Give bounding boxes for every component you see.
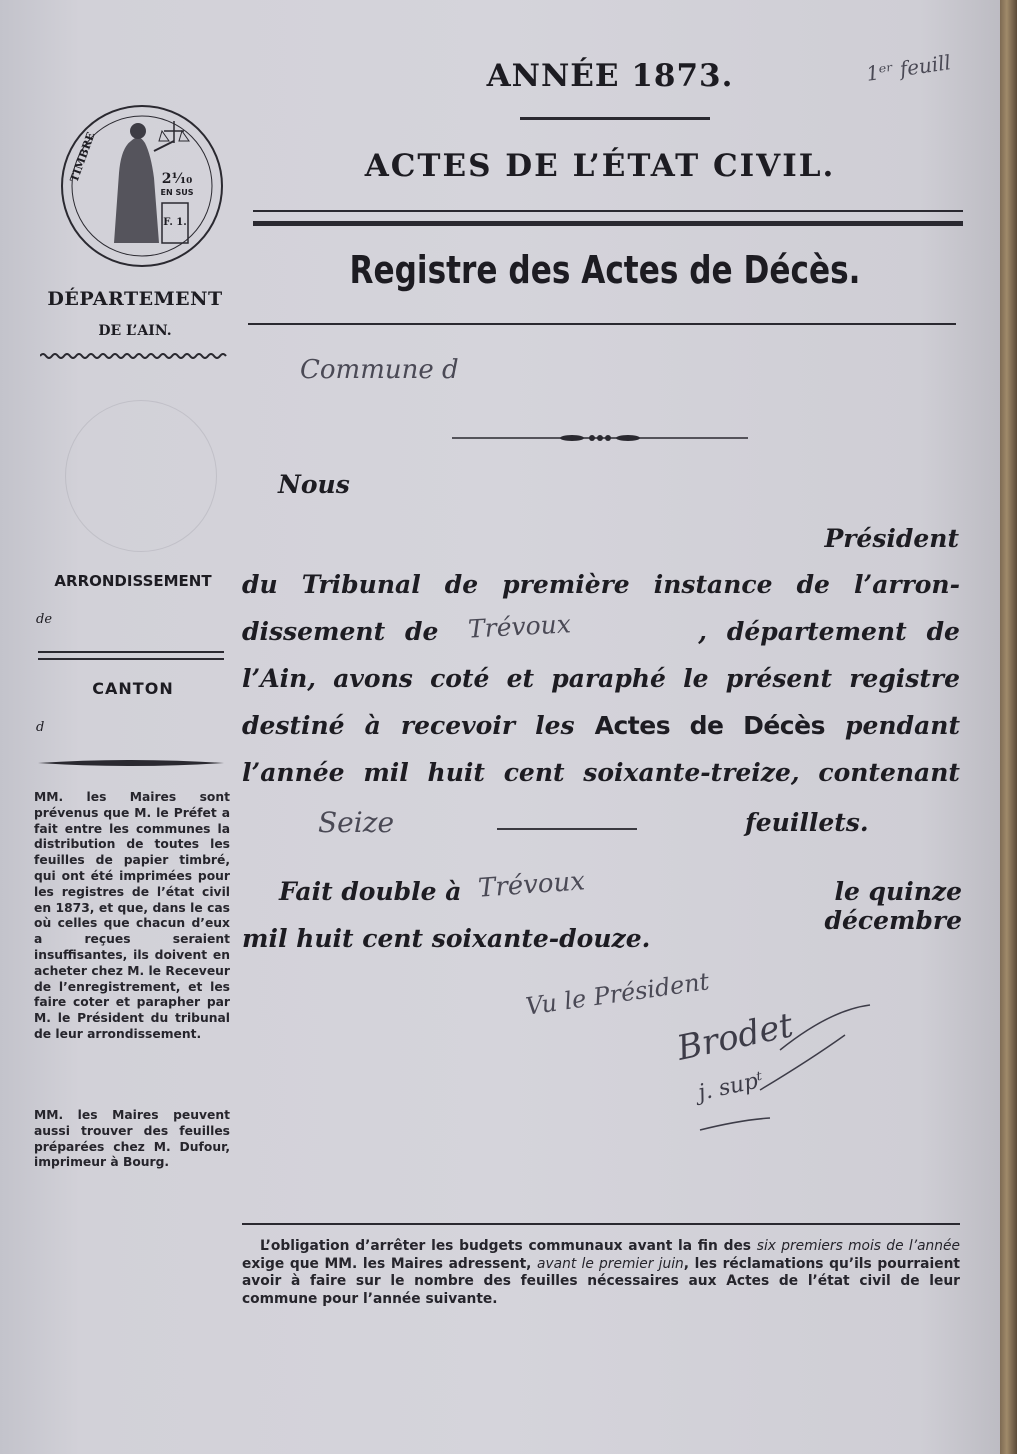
footer-text-e: , les réclamations qu’ils pourraient avoir à faire sur le nombre des feuilles nécessaires aux Actes de l’état civil de leur commune pour l’année suivante. bbox=[242, 1255, 960, 1307]
wavy-rule bbox=[40, 350, 230, 362]
canton-d: d bbox=[36, 720, 45, 735]
footer-text-d: avant le premier juin bbox=[537, 1255, 684, 1272]
dufour-notice: MM. les Maires peuvent aussi trouver des feuilles préparées chez M. Dufour, imprimeur à Bourg. bbox=[34, 1108, 230, 1170]
year-heading: ANNÉE 1873. bbox=[486, 58, 734, 94]
body-line-2a: dissement de bbox=[242, 617, 439, 646]
handwritten-corner-note: 1ᵉʳ feuill bbox=[864, 50, 953, 86]
arrondissement-de: de bbox=[36, 612, 53, 627]
footer-text-c: exige que MM. les Maires adressent, bbox=[242, 1255, 538, 1272]
handwritten-vu-president: Vu le Président bbox=[523, 967, 711, 1021]
footer-text-b: six premiers mois de l’année bbox=[756, 1238, 960, 1254]
handwritten-trevoux-2: Trévoux bbox=[477, 866, 586, 904]
canton-label: CANTON bbox=[92, 679, 174, 698]
signature-name: Brodet bbox=[673, 1005, 797, 1069]
date-text: le quinze décembre bbox=[824, 877, 962, 935]
header-rule bbox=[520, 117, 710, 120]
footer-text-a: L’obligation d’arrêter les budgets communaux avant la fin des bbox=[260, 1238, 757, 1254]
president-signature bbox=[660, 1000, 890, 1150]
feuillets-text: feuillets. bbox=[745, 808, 869, 837]
register-title: Registre des Actes de Décès. bbox=[349, 248, 861, 292]
handwritten-seize: Seize bbox=[318, 806, 395, 839]
double-rule bbox=[253, 210, 963, 226]
body-line-4b: Actes de Décès bbox=[594, 711, 825, 740]
civil-acts-title: ACTES DE L’ÉTAT CIVIL. bbox=[364, 148, 836, 184]
department-label: DÉPARTEMENT bbox=[47, 288, 223, 310]
tapered-rule bbox=[38, 758, 224, 768]
footer-notice bbox=[242, 1238, 960, 1308]
book-edge bbox=[1000, 0, 1017, 1454]
footer-rule bbox=[242, 1223, 960, 1225]
stamp-series: F. 1. bbox=[163, 217, 187, 228]
stamp-word: TIMBRE bbox=[67, 130, 98, 185]
body-line-4 bbox=[242, 711, 960, 740]
sidebar-double-rule bbox=[38, 651, 224, 660]
commune-label: Commune d bbox=[300, 355, 459, 385]
body-line-3: l’Ain, avons coté et paraphé le présent registre bbox=[242, 664, 960, 693]
year-written-text: mil huit cent soixante-douze. bbox=[242, 924, 651, 953]
stamp-price-small: EN SUS bbox=[160, 188, 194, 197]
body-line-2b: , département de bbox=[698, 617, 960, 646]
department-name: DE L’AIN. bbox=[98, 323, 172, 339]
arrondissement-label: ARRONDISSEMENT bbox=[54, 572, 212, 590]
nous-text: Nous bbox=[278, 470, 350, 499]
fait-double-text: Fait double à bbox=[279, 877, 462, 906]
count-dash bbox=[497, 828, 637, 830]
body-line-1: du Tribunal de première instance de l’arron- bbox=[242, 570, 960, 599]
ornament-divider bbox=[452, 432, 748, 444]
prefect-notice: MM. les Maires sont prévenus que M. le Préfet a fait entre les communes la distribution de toutes les feuilles de papier timbré, qui ont été imprimées pour les registres de l’état civil en 1873, et que, dans le cas où celles que chacun d’eux a reçues seraient insuffisantes, ils doivent en acheter chez M. le Receveur de l’enregistrement, et les faire coter et parapher par M. le Président du tribunal de leur arrondissement. bbox=[34, 790, 230, 1041]
president-text: Président bbox=[824, 524, 959, 553]
embossed-seal bbox=[65, 400, 217, 552]
body-line-4a: destiné à recevoir les bbox=[242, 711, 575, 740]
title-rule bbox=[248, 323, 956, 325]
body-line-5: l’année mil huit cent soixante-treize, contenant bbox=[242, 758, 960, 787]
stamp-price: 2¹⁄₁₀ bbox=[161, 171, 193, 187]
body-line-4c: pendant bbox=[845, 711, 960, 740]
tax-stamp bbox=[59, 103, 225, 269]
handwritten-trevoux-1: Trévoux bbox=[467, 609, 572, 644]
signature-sub: j. supᵗ bbox=[696, 1067, 766, 1106]
body-line-2 bbox=[242, 617, 960, 646]
